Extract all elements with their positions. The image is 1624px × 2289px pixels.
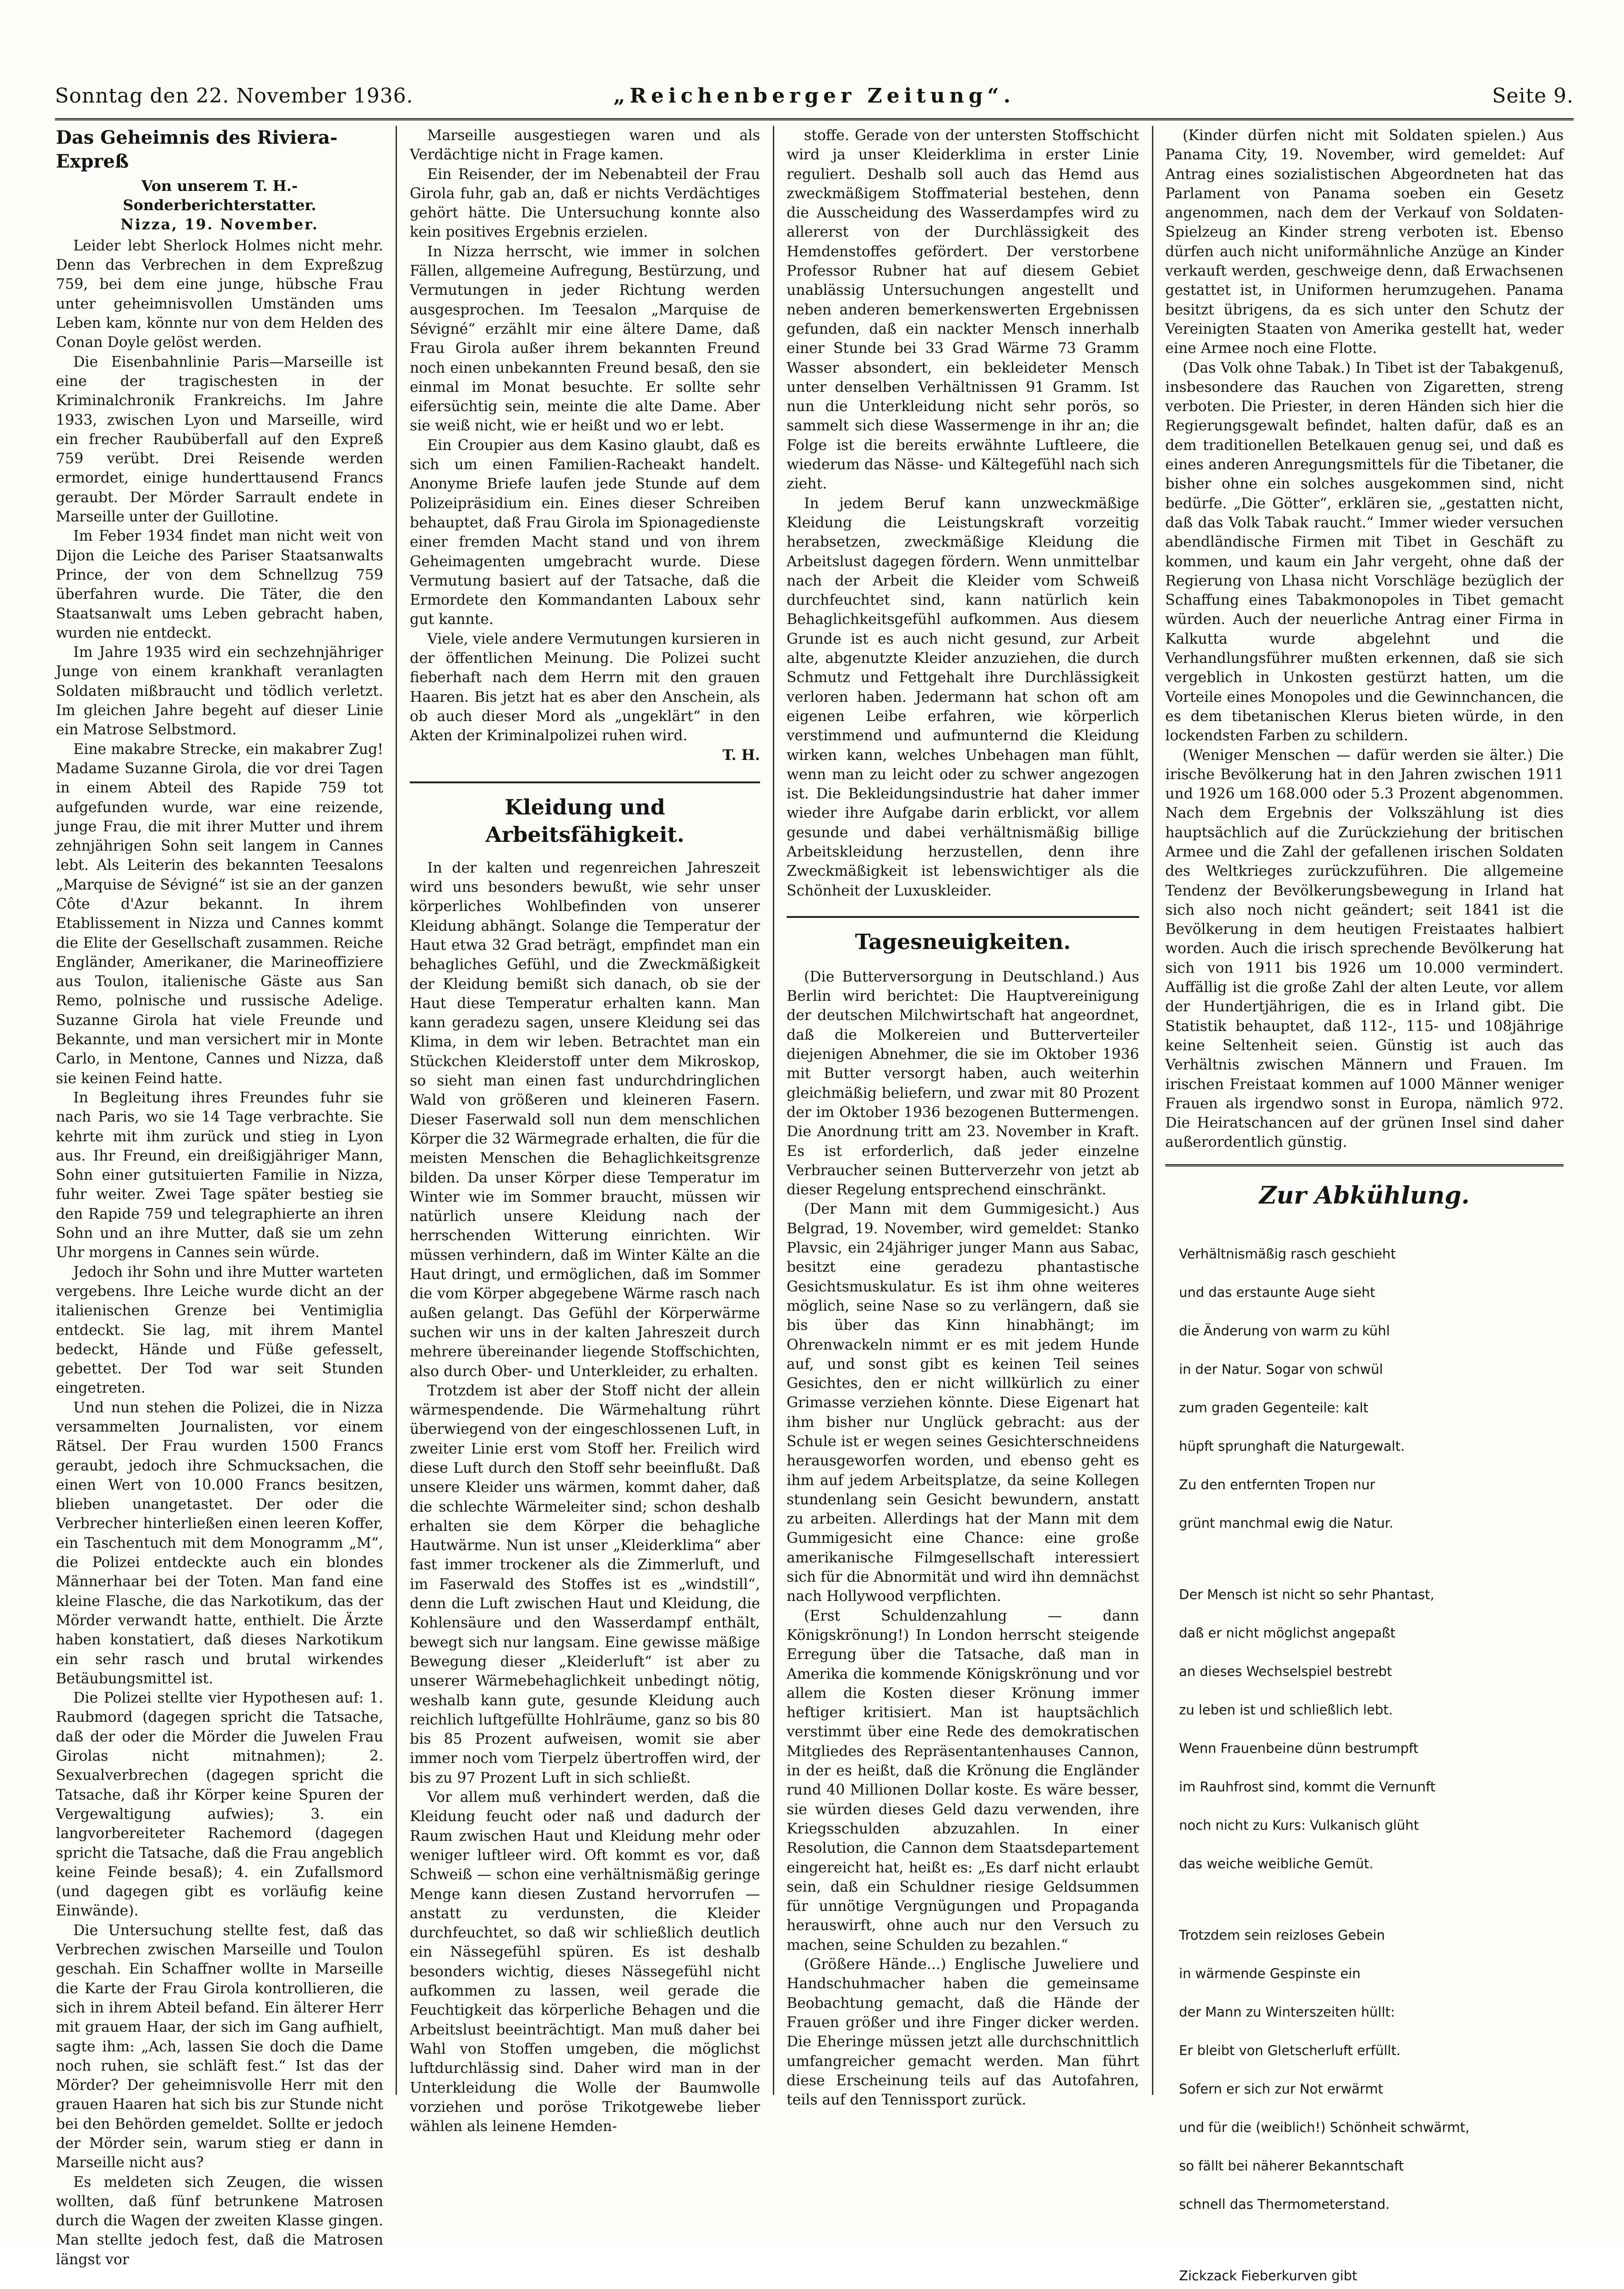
poem-line: das weiche weibliche Gemüt. xyxy=(1179,1855,1374,1871)
poem-line: Wenn Frauenbeine dünn bestrumpft xyxy=(1179,1740,1418,1756)
poem-line: im Rauhfrost sind, kommt die Vernunft xyxy=(1179,1779,1436,1795)
paragraph: Es meldeten sich Zeugen, die wissen wollten, daß fünf betrunkene Matrosen durch die Wagen der zweiten Klasse gingen. Man stellte jedoch fest, daß die Matrosen längst vor xyxy=(56,2174,383,2268)
column-4 xyxy=(1165,126,1564,2284)
paragraph: Vor allem muß verhindert werden, daß die Kleidung feucht oder naß und dadurch der Raum zwischen Haut und Kleidung mehr oder weniger luftleer wird. Oft kommt es vor, daß Schweiß — schon eine verhältnismäßig geringe Menge kann diesen Zustand hervorrufen — anstatt zu verdunsten, die Kleider durchfeuchtet, so daß wir schließlich deutlich ein Nässegefühl spüren. Es ist deshalb besonders wichtig, dieses Nässegefühl nicht aufkommen zu lassen, weil gerade die Feuchtigkeit das körperliche Behagen und die Arbeitslust beeinträchtigt. Man muß daher bei Wahl von Stoffen umgeben, die möglichst luftdurchlässig sind. Daher wird man in der Unterkleidung die Wolle der Baumwolle vorziehen und poröse Trikotgewebe lieber wählen als leinene Hemden- xyxy=(410,1789,760,2135)
poem-line: hüpft sprunghaft die Naturgewalt. xyxy=(1179,1438,1405,1454)
paragraph: Eine makabre Strecke, ein makabrer Zug! Madame Suzanne Girola, die vor drei Tagen in einem Abteil des Rapide 759 tot aufgefunden wurde, war eine reizende, junge Frau, die mit ihrer Mutter und ihrem zehnjährigen Sohn seit langem in Cannes lebt. Als Leiterin des bekannten Teesalons „Marquise de Sévigné“ ist sie an der ganzen Côte d'Azur bekannt. In ihrem Etablissement in Nizza und Cannes kommt die Elite der Gesellschaft zusammen. Reiche Engländer, Amerikaner, die Marineoffiziere aus Toulon, italienische Gäste aus San Remo, polnische und russische Adelige. Suzanne Girola hat viele Freunde und Bekannte, und man versichert mir in Monte Carlo, in Mentone, Cannes und Nizza, daß sie keinen Feind hatte. xyxy=(56,741,383,1087)
column-2 xyxy=(410,126,760,2135)
poem-stanza-4 xyxy=(1165,2247,1564,2289)
poem-line: an dieses Wechselspiel bestrebt xyxy=(1179,1663,1392,1679)
poem-stanza-1 xyxy=(1165,1225,1564,1552)
poem-line: Verhältnismäßig rasch geschieht xyxy=(1179,1246,1396,1262)
paragraph: Trotzdem ist aber der Stoff nicht der allein wärmespendende. Die Wärmehaltung rührt überwiegend von der eingeschlossenen Luft, in zweiter Linie erst vom Stoff her. Freilich wird diese Luft durch den Stoff sehr beeinflußt. Daß unsere Kleider uns wärmen, kommt daher, daß die schlechte Wärmeleiter sind; schon deshalb erhalten sie dem Körper die behagliche Hautwärme. Nun ist unser „Kleiderklima“ aber fast immer trockener als die Zimmerluft, und im Faserwald des Stoffes ist es „windstill“, denn die Luft zwischen Haut und Kleidung, die Kohlensäure und den Wasserdampf enthält, bewegt sich nur langsam. Eine gewisse mäßige Bewegung dieser „Kleiderluft“ ist aber zu unserer Wärmebehaglichkeit unbedingt nötig, weshalb kann gute, gesunde Kleidung auch reichlich luftgefüllte Hohlräume, ganz so bis 80 bis 85 Prozent aufweisen, womit sie aber immer noch vom Tierpelz übertroffen wird, der bis zu 97 Prozent Luft in sich schließt. xyxy=(410,1382,760,1786)
paragraph: In Nizza herrscht, wie immer in solchen Fällen, allgemeine Aufregung, Bestürzung, und Vermutungen in jeder Richtung werden ausgesprochen. Im Teesalon „Marquise de Sévigné“ erzählt mir eine ältere Dame, daß Frau Girola außer ihrem bekannten Freund noch einen unbekannten Freund besaß, den sie einmal im Monat besuchte. Er sollte sehr eifersüchtig sein, meinte die alte Dame. Aber sie weiß nicht, wie er heißt und wo er lebt. xyxy=(410,243,760,434)
poem-line: in der Natur. Sogar von schwül xyxy=(1179,1361,1383,1377)
paragraph: Im Feber 1934 findet man nicht weit von Dijon die Leiche des Pariser Staatsanwalts Prince, der von dem Schnellzug 759 überfahren wurde. Die Täter, die den Staatsanwalt ums Leben gebracht haben, wurden nie entdeckt. xyxy=(56,528,383,641)
article-title-kleidung: Kleidung und Arbeitsfähigkeit. xyxy=(410,781,760,848)
poem-line: Trotzdem sein reizloses Gebein xyxy=(1179,1927,1385,1943)
paragraph: Die Untersuchung stellte fest, daß das Verbrechen zwischen Marseille und Toulon geschah. Ein Schaffner wollte in Marseille die Karte der Frau Girola kontrollieren, die sich in ihrem Abteil befand. Ein älterer Herr mit grauem Haar, der sich im Gang aufhielt, sagte ihm: „Ach, lassen Sie doch die Dame noch ruhen, sie schläft fest.“ Ist das der Mörder? Der geheimnisvolle Herr mit den grauen Haaren hat sich bis zur Stunde nicht bei den Behörden gemeldet. Sollte er jedoch der Mörder sein, warum stieg er dann in Marseille nicht aus? xyxy=(56,1922,383,2171)
column-rule xyxy=(1152,126,1153,2095)
poem-line: Der Mensch ist nicht so sehr Phantast, xyxy=(1179,1586,1434,1602)
poem-line: daß er nicht möglichst angepaßt xyxy=(1179,1625,1396,1641)
news-item: (Erst Schuldenzahlung — dann Königskrönung!) In London herrscht steigende Erregung über die Tatsache, daß man in Amerika die kommende Königskrönung und vor allem die Kosten dieser Krönung immer heftiger kritisiert. Man ist hauptsächlich verstimmt über eine Rede des demokratischen Mitgliedes des Repräsentantenhauses Cannon, in der es heißt, daß die Krönung die Engländer rund 40 Millionen Dollar koste. Es wäre besser, sie würden dieses Geld dazu verwenden, ihre Kriegsschulden abzuzahlen. In einer Resolution, die Cannon dem Staatsdepartement eingereicht hat, heißt es: „Es darf nicht erlaubt sein, daß ein Schuldner riesige Geldsummen für unnötige Vergnügungen und Propaganda herauswirft, ohne auch nur den Versuch zu machen, seine Schulden zu bezahlen.“ xyxy=(787,1607,1139,1953)
poem-title: Zur Abkühlung. xyxy=(1259,1181,1470,1210)
poem-stanza-3 xyxy=(1165,1906,1564,2233)
paragraph: In der kalten und regenreichen Jahreszeit wird uns besonders bewußt, wie sehr unser körperliches Wohlbefinden von unserer Kleidung abhängt. Solange die Temperatur der Haut etwa 32 Grad beträgt, empfindet man ein behagliches Gefühl, und die Zweckmäßigkeit der Kleidung bemißt sich danach, ob sie der Haut diese Temperatur erhalten kann. Man kann geradezu sagen, unsere Kleidung sei das Klima, in dem wir leben. Betrachtet man ein Stückchen Kleiderstoff unter dem Mikroskop, so sieht man einen fast undurchdringlichen Wald von größeren und kleineren Fasern. Dieser Faserwald soll nun dem menschlichen Körper die 32 Wärmegrade erhalten, die für die meisten Menschen die Behaglichkeitsgrenze bilden. Da unser Körper diese Temperatur im Winter wie im Sommer braucht, müssen wir natürlich unsere Kleidung nach der herrschenden Witterung einrichten. Wir müssen verhindern, daß im Winter Kälte an die Haut dringt, und ermöglichen, daß im Sommer die vom Körper abgegebene Wärme rasch nach außen gelangt. Das Gefühl der Körperwärme suchen wir uns in der kalten Jahreszeit durch mehrere übereinander liegende Stoffschichten, also durch Ober- und Unterkleider, zu erhalten. xyxy=(410,859,760,1380)
paragraph: Ein Croupier aus dem Kasino glaubt, daß es sich um einen Familien-Racheakt handelt. Anonyme Briefe laufen jede Stunde auf dem Polizeipräsidium ein. Eines dieser Schreiben behauptet, daß Frau Girola im Spionagedienste einer fremden Macht stand und von ihrem Geheimagenten umgebracht wurde. Diese Vermutung basiert auf der Tatsache, daß die Ermordete den Kommandanten Laboux sehr gut kannte. xyxy=(410,437,760,628)
article-dateline: Nizza, 19. November. xyxy=(120,216,319,233)
article-signature: T. H. xyxy=(722,746,760,764)
paragraph: Die Eisenbahnlinie Paris—Marseille ist eine der tragischesten in der Kriminalchronik Frankreichs. Im Jahre 1933, zwischen Lyon und Marseille, wird ein frecher Raubüberfall auf den Expreß 759 verübt. Drei Reisende werden ermordet, einige hunderttausend Francs geraubt. Der Mörder Sarrault endete in Marseille unter der Guillotine. xyxy=(56,353,383,526)
header-date: Sonntag den 22. November 1936. xyxy=(55,84,413,108)
news-item: (Der Mann mit dem Gummigesicht.) Aus Belgrad, 19. November, wird gemeldet: Stanko Plavsic, ein 24jähriger junger Mann aus Sabac, besitzt eine geradezu phantastische Gesichtsmuskulatur. Es ist ihm ohne weiteres möglich, seine Nase so zu verlängern, daß sie bis über das Kinn hinabhängt; im Ohrenwackeln nimmt er es mit jedem Hunde auf, und sonst gibt es keinen Teil seines Gesichtes, den er nicht willkürlich zu einer Grimasse verziehen könnte. Diese Eigenart hat ihm bisher nur Unglück gebracht: aus der Schule ist er wegen seines Gesichterschneidens herausgeworfen worden, und ebenso geht es ihm auf jedem Arbeitsplatze, da seine Kollegen stundenlang sein Gesicht bewundern, anstatt zu arbeiten. Allerdings hat der Mann mit dem Gummigesicht eine Chance: eine große amerikanische Filmgesellschaft interessiert sich für die Abnormität und wird ihn demnächst nach Hollywood verpflichten. xyxy=(787,1201,1139,1605)
news-item: (Das Volk ohne Tabak.) In Tibet ist der Tabakgenuß, insbesondere das Rauchen von Zigaretten, streng verboten. Die Priester, in deren Händen sich hier die Regierungsgewalt befindet, halten dafür, daß es an dem traditionellen Betelkauen genug sei, und daß es eines anderen Anregungsmittels für die Tibetaner, die bisher ohne ein solches ausgekommen sind, nicht bedürfe. „Die Götter“, erklären sie, „gestatten nicht, daß das Volk Tabak raucht.“ Immer wieder versuchen abendländische Firmen mit Tibet in Geschäft zu kommen, und kaum ein Jahr vergeht, ohne daß der Regierung von Lhasa nicht Vorschläge bezüglich der Schaffung eines Tabakmonopoles in Tibet gemacht würden. Auch der neuerliche Antrag einer Firma in Kalkutta wurde abgelehnt und die Verhandlungsführer mußten erkennen, daß sie sich vergeblich in Unkosten gestürzt hatten, um die Vorteile eines Monopoles und die Gewinnchancen, die es dem tibetanischen Klerus bieten würde, in den lockendsten Farben zu schildern. xyxy=(1165,359,1564,744)
paragraph: Im Jahre 1935 wird ein sechzehnjähriger Junge von einem krankhaft veranlagten Soldaten mißbraucht und tödlich verletzt. Im gleichen Jahre begeht auf dieser Linie ein Matrose Selbstmord. xyxy=(56,644,383,738)
page-header xyxy=(55,81,1574,120)
paragraph: In Begleitung ihres Freundes fuhr sie nach Paris, wo sie 14 Tage verbrachte. Sie kehrte mit ihm zurück und stieg in Lyon aus. Ihr Freund, ein dreißigjähriger Mann, Sohn einer gutsituierten Familie in Nizza, fuhr weiter. Zwei Tage später bestieg sie den Rapide 759 und telegraphierte an ihren Sohn und an ihre Mutter, daß sie um zehn Uhr morgens in Cannes sein würde. xyxy=(56,1089,383,1261)
poem-line: noch nicht zu Kurs: Vulkanisch glüht xyxy=(1179,1817,1419,1833)
column-rule xyxy=(396,126,397,2095)
paragraph: Die Polizei stellte vier Hypothesen auf: 1. Raubmord (dagegen spricht die Tatsache, daß der oder die Mörder die Juwelen Frau Girolas nicht mitnahmen); 2. Sexualverbrechen (dagegen spricht die Tatsache, daß ihr Körper keine Spuren der Vergewaltigung aufwies); 3. ein langvorbereiteter Rachemord (dagegen spricht die Tatsache, daß die Frau angeblich keine Feinde besaß); 4. ein Zufallsmord (und dagegen gibt es vorläufig keine Einwände). xyxy=(56,1690,383,1920)
news-item: (Die Butterversorgung in Deutschland.) Aus Berlin wird berichtet: Die Hauptvereinigung der deutschen Milchwirtschaft hat angeordnet, daß die Molkereien und Butterverteiler diejenigen Abnehmer, die sie im Oktober 1936 mit Butter versorgt haben, auch weiterhin gleichmäßig beliefern, und zwar mit 80 Prozent der im Oktober 1936 bezogenen Buttermengen. Die Anordnung tritt am 23. November in Kraft. Es ist erforderlich, daß jeder einzelne Verbraucher seinen Butterverzehr von jetzt ab dieser Regelung entsprechend einschränkt. xyxy=(787,968,1139,1199)
news-item: (Weniger Menschen — dafür werden sie älter.) Die irische Bevölkerung hat in den Jahren zwischen 1911 und 1926 um 168.000 oder 5.3 Prozent abgenommen. Nach dem Ergebnis der Volkszählung ist dies hauptsächlich auf die Zurückziehung der britischen Armee und die Zahl der gefallenen irischen Soldaten des Weltkrieges zurückzuführen. Die allgemeine Tendenz der Bevölkerungsbewegung in Irland hat sich also noch nicht geändert; seit 1841 ist die Bevölkerung in dem heutigen Freistaates halbiert worden. Auch die irisch sprechende Bevölkerung hat sich von 1911 bis 1926 um 10.000 vermindert. Auffällig ist die große Zahl der alten Leute, vor allem der Hundertjährigen, die es in Irland gibt. Die Statistik behauptet, daß 112-, 115- und 108jährige keine Seltenheit seien. Günstig ist auch das Verhältnis zwischen Männern und Frauen. Im irischen Freistaat kommen auf 1000 Männer weniger Frauen als irgendwo sonst in Europa, nämlich 972. Die Heiratschancen auf der grünen Insel sind daher außerordentlich günstig. xyxy=(1165,747,1564,1151)
poem-line: so fällt bei näherer Bekanntschaft xyxy=(1179,2158,1404,2174)
column-rule xyxy=(773,126,774,2095)
section-title-tagesneuigkeiten: Tagesneuigkeiten. xyxy=(787,916,1139,955)
header-page-number: Seite 9. xyxy=(1492,84,1574,108)
poem-line: Er bleibt von Gletscherluft erfüllt. xyxy=(1179,2042,1401,2058)
column-3 xyxy=(787,126,1139,2109)
paragraph: Viele, viele andere Vermutungen kursieren in der öffentlichen Meinung. Die Polizei sucht fieberhaft nach dem Herrn mit den grauen Haaren. Bis jetzt hat es aber den Anschein, als ob auch dieser Mord als „ungeklärt“ in den Akten der Kriminalpolizei ruhen wird. xyxy=(410,630,760,744)
poem-line: der Mann zu Winterszeiten hüllt: xyxy=(1179,2004,1395,2020)
article-byline: Von unserem T. H.-Sonderberichterstatter. xyxy=(123,177,316,214)
paragraph: In jedem Beruf kann unzweckmäßige Kleidung die Leistungskraft vorzeitig herabsetzen, zweckmäßige Kleidung die Arbeitslust dagegen fördern. Wenn unmittelbar nach der Arbeit die Kleider vom Schweiß durchfeuchtet sind, kann natürlich kein Behaglichkeitsgefühl aufkommen. Aus diesem Grunde ist es auch nicht gesund, zur Arbeit alte, abgenutzte Kleider anzuziehen, die durch Schmutz und Fettgehalt ihre Durchlässigkeit verloren haben. Jedermann hat schon oft am eigenen Leibe erfahren, wie körperlich verstimmend und aufmunternd die Kleidung wirken kann, welches Unbehagen man fühlt, wenn man zu leicht oder zu schwer angezogen ist. Die Bekleidungsindustrie hat daher immer wieder ihre Aufgabe darin erblickt, vor allem gesunde und dabei verhältnismäßig billige Arbeitskleidung herzustellen, denn ihre Zweckmäßigkeit ist lebenswichtiger als die Schönheit der Luxuskleider. xyxy=(787,495,1139,899)
poem-line: zu leben ist und schließlich lebt. xyxy=(1179,1702,1393,1718)
paragraph: Ein Reisender, der im Nebenabteil der Frau Girola fuhr, gab an, daß er nichts Verdächtiges gehört hätte. Die Untersuchung konnte also kein positives Ergebnis erzielen. xyxy=(410,166,760,241)
paragraph: Leider lebt Sherlock Holmes nicht mehr. Denn das Verbrechen in dem Expreßzug 759, bei dem eine junge, hübsche Frau unter geheimnisvollen Umständen ums Leben kam, könnte nur von dem Helden des Conan Doyle gelöst werden. xyxy=(56,237,383,351)
paragraph: Und nun stehen die Polizei, die in Nizza versammelten Journalisten, vor einem Rätsel. Der Frau wurden 1500 Francs geraubt, jedoch ihre Schmucksachen, die einen Wert von 10.000 Francs besitzen, blieben unangetastet. Der oder die Verbrecher hinterließen einen leeren Koffer, ein Taschentuch mit dem Monogramm „M“, die Polizei entdeckte auch ein blondes Männerhaar bei der Toten. Man fand eine kleine Flasche, die das Narkotikum, das der Mörder verwandt hatte, enthielt. Die Ärzte haben konstatiert, daß dieses Narkotikum ein sehr rasch und brutal wirkendes Betäubungsmittel ist. xyxy=(56,1399,383,1687)
poem-line: Zu den entfernten Tropen nur xyxy=(1179,1476,1375,1492)
poem-stanza-2 xyxy=(1165,1566,1564,1893)
poem-line: zum graden Gegenteile: kalt xyxy=(1179,1399,1369,1416)
news-item: (Kinder dürfen nicht mit Soldaten spielen.) Aus Panama City, 19. November, wird gemeldet: Auf Antrag eines sozialistischen Abgeordneten hat das Parlament von Panama soeben ein Gesetz angenommen, nach dem der Verkauf von Soldaten-Spielzeug an Kinder streng verboten ist. Ebenso dürfen auch nicht uniformähnliche Anzüge an Kinder verkauft werden, geschweige denn, daß Erwachsenen gestattet ist, in Uniformen herumzugehen. Panama besitzt übrigens, da es sich unter den Schutz der Vereinigten Staaten von Amerika gestellt hat, weder eine Armee noch eine Flotte. xyxy=(1165,127,1564,357)
header-paper-name: „Reichenberger Zeitung“. xyxy=(613,84,1016,108)
poem-line: und für die (weiblich!) Schönheit schwärmt, xyxy=(1179,2119,1470,2135)
paragraph: Jedoch ihr Sohn und ihre Mutter warteten vergebens. Ihre Leiche wurde dicht an der italienischen Grenze bei Ventimiglia entdeckt. Sie lag, mit ihrem Mantel bedeckt, Hände und Füße gefesselt, gebettet. Der Tod war seit Stunden eingetreten. xyxy=(56,1264,383,1397)
poem-line: die Änderung von warm zu kühl xyxy=(1179,1323,1390,1339)
poem-line: schnell das Thermometerstand. xyxy=(1179,2196,1390,2212)
poem-line: Sofern er sich zur Not erwärmt xyxy=(1179,2081,1383,2097)
column-1 xyxy=(56,126,383,2268)
section-divider xyxy=(1165,1164,1564,1166)
news-item: (Größere Hände...) Englische Juweliere und Handschuhmacher haben die gemeinsame Beobachtung gemacht, daß die Hände der Frauen größer und ihre Finger dicker werden. Die Eheringe müssen jetzt alle durchschnittlich umfangreicher gemacht werden. Man führt diese Erscheinung teils auf das Autofahren, teils auf den Tennissport zurück. xyxy=(787,1956,1139,2109)
paragraph: stoffe. Gerade von der untersten Stoffschicht wird ja unser Kleiderklima in erster Linie reguliert. Deshalb soll auch das Hemd aus zweckmäßigem Stoffmaterial bestehen, denn die Ausscheidung des Wasserdampfes wird zu allererst von der Durchlässigkeit des Hemdenstoffes gefördert. Der verstorbene Professor Rubner hat auf diesem Gebiet unablässig Untersuchungen angestellt und neben anderen bemerkenswerten Ergebnissen gefunden, daß ein nackter Mensch innerhalb einer Stunde bei 33 Grad Wärme 73 Gramm Wasser absondert, ein bekleideter Mensch unter denselben Verhältnissen 91 Gramm. Ist nun die Unterkleidung nicht sehr porös, so sammelt sich diese Wassermenge in ihr an; die Folge ist die bereits erwähnte Luftleere, die wiederum das Nässe- und Kältegefühl nach sich zieht. xyxy=(787,127,1139,493)
paragraph: Marseille ausgestiegen waren und als Verdächtige nicht in Frage kamen. xyxy=(410,127,760,163)
poem-line: in wärmende Gespinste ein xyxy=(1179,1965,1361,1981)
poem-line: grünt manchmal ewig die Natur. xyxy=(1179,1515,1394,1531)
poem-line: und das erstaunte Auge sieht xyxy=(1179,1284,1375,1300)
article-title-riviera: Das Geheimnis des Riviera-Expreß xyxy=(56,127,338,172)
poem-line: Zickzack Fieberkurven gibt xyxy=(1179,2267,1358,2284)
